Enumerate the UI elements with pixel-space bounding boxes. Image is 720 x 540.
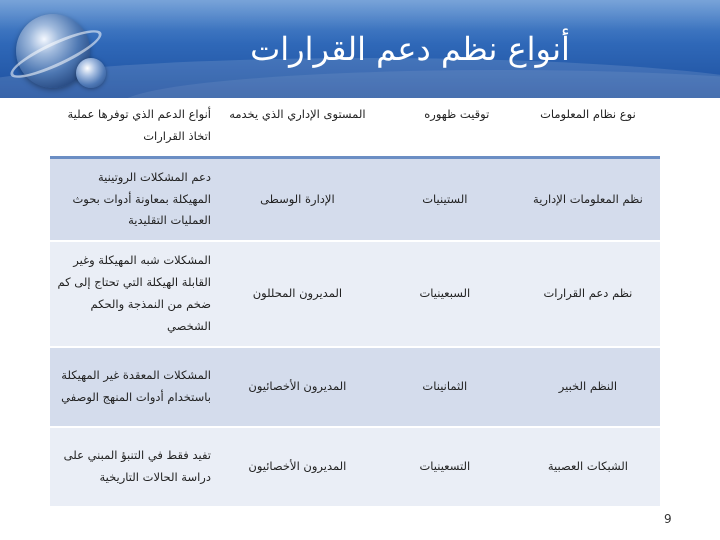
page-number: 9	[664, 512, 672, 526]
cell-appearance-time: التسعينيات	[374, 427, 516, 507]
header-management-level: المستوى الإداري الذي يخدمه	[221, 100, 374, 157]
cell-appearance-time: الستينيات	[374, 157, 516, 241]
header-support-types: أنواع الدعم الذي توفرها عملية اتخاذ القرارات	[50, 100, 221, 157]
cell-appearance-time: السبعينيات	[374, 241, 516, 346]
cell-support-type: المشكلات المعقدة غير المهيكلة باستخدام أدوات المنهج الوصفي	[50, 347, 221, 427]
title-banner	[0, 0, 720, 98]
cell-system-type: نظم دعم القرارات	[516, 241, 660, 346]
table-header-row	[50, 100, 660, 157]
cell-system-type: النظم الخبير	[516, 347, 660, 427]
cell-management-level: الإدارة الوسطى	[221, 157, 374, 241]
cell-management-level: المديرون الأخصائيون	[221, 427, 374, 507]
table-row	[50, 427, 660, 507]
table-row	[50, 157, 660, 241]
small-globe-icon	[76, 58, 106, 88]
cell-system-type: الشبكات العصبية	[516, 427, 660, 507]
header-appearance-time: توقيت ظهوره	[374, 100, 516, 157]
cell-management-level: المديرون الأخصائيون	[221, 347, 374, 427]
cell-support-type: تفيد فقط في التنبؤ المبني على دراسة الحالات التاريخية	[50, 427, 221, 507]
dss-types-table	[50, 100, 660, 508]
cell-management-level: المديرون المحللون	[221, 241, 374, 346]
cell-system-type: نظم المعلومات الإدارية	[516, 157, 660, 241]
cell-support-type: المشكلات شبه المهيكلة وغير القابلة الهيكلة التي تحتاج إلى كم ضخم من النمذجة والحكم الشخصي	[50, 241, 221, 346]
slide-title: أنواع نظم دعم القرارات	[250, 30, 570, 68]
table-row	[50, 241, 660, 346]
cell-appearance-time: الثمانينات	[374, 347, 516, 427]
cell-support-type: دعم المشكلات الروتينية المهيكلة بمعاونة أدوات بحوث العمليات التقليدية	[50, 157, 221, 241]
header-system-type: نوع نظام المعلومات	[516, 100, 660, 157]
table-row	[50, 347, 660, 427]
